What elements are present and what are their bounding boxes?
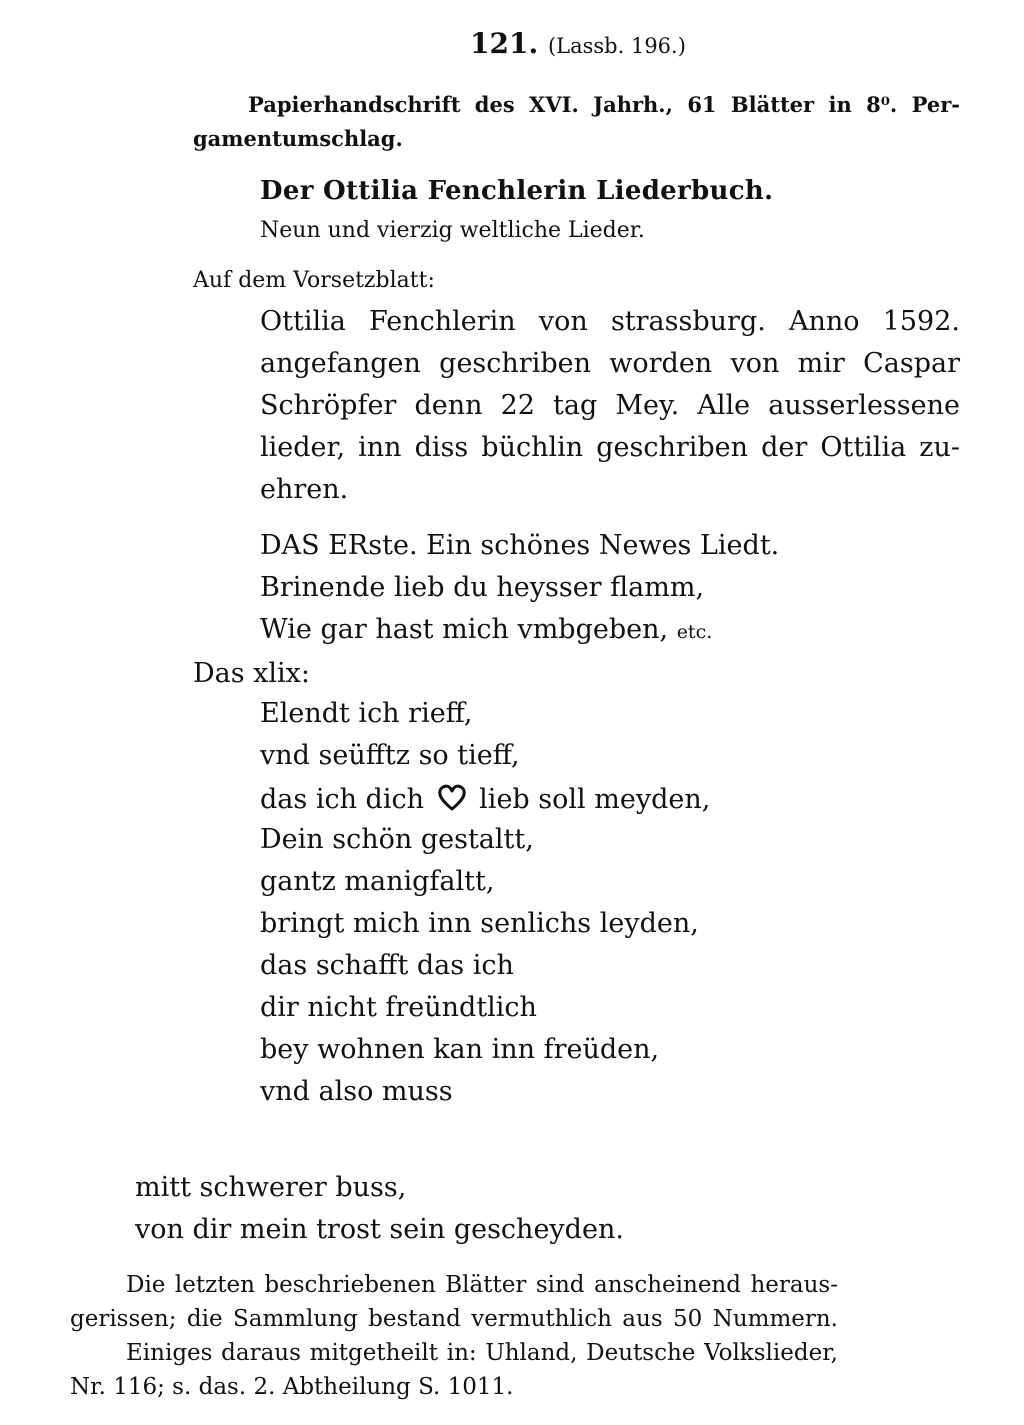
vorsetz-line-2: angefangen geschriben worden von mir Caspar xyxy=(260,348,960,379)
first-song-line-2-text: Wie gar hast mich vmbgeben, xyxy=(260,614,669,645)
footnote-line-4: Nr. 116; s. das. 2. Abtheilung S. 1011. xyxy=(70,1374,514,1400)
first-song-heading: DAS ERste. Ein schönes Newes Liedt. xyxy=(260,530,780,561)
heart-icon xyxy=(437,784,467,812)
footnote-line-3: Einiges daraus mitgetheilt in: Uhland, Deutsche Volkslieder, xyxy=(126,1340,838,1366)
last-song-label xyxy=(193,660,310,687)
last-song-line-1: Elendt ich rieff, xyxy=(260,698,473,729)
first-song-line-2 xyxy=(260,616,712,643)
description-line-1: Papierhandschrift des XVI. Jahrh., 61 Blätter in 8⁰. Per- xyxy=(248,92,960,117)
last-song-line-12: von dir mein trost sein gescheyden. xyxy=(135,1214,624,1245)
last-song-line-9: bey wohnen kan inn freüden, xyxy=(260,1034,660,1065)
last-song-line-6: bringt mich inn senlichs leyden, xyxy=(260,908,699,939)
last-song-line-7: das schafft das ich xyxy=(260,950,514,981)
last-song-line-2: vnd seüfftz so tieff, xyxy=(260,740,520,771)
book-subtitle: Neun und vierzig weltliche Lieder. xyxy=(260,218,645,243)
description-line-2: gamentumschlag. xyxy=(193,126,403,151)
book-title: Der Ottilia Fenchlerin Liederbuch. xyxy=(260,176,774,206)
footnote-line-2: gerissen; die Sammlung bestand vermuthlich aus 50 Nummern. xyxy=(70,1306,838,1332)
etc-abbreviation: etc. xyxy=(676,621,713,643)
vorsetz-label: Auf dem Vorsetzblatt: xyxy=(193,268,435,293)
vorsetz-line-3: Schröpfer denn 22 tag Mey. Alle ausserlessene xyxy=(260,390,960,421)
last-song-line-8: dir nicht freündtlich xyxy=(260,992,537,1023)
shelfmark: (Lassb. 196.) xyxy=(547,34,686,58)
last-song-line-10: vnd also muss xyxy=(260,1076,453,1107)
vorsetz-line-4: lieder, inn diss büchlin geschriben der Ottilia zu- xyxy=(260,432,960,463)
entry-header xyxy=(470,27,686,60)
first-song-line-1: Brinende lieb du heysser flamm, xyxy=(260,572,705,603)
vorsetz-line-5: ehren. xyxy=(260,474,349,505)
footnote-line-1: Die letzten beschriebenen Blätter sind anscheinend heraus- xyxy=(126,1272,838,1298)
last-song-label-text: Das xlix: xyxy=(193,658,311,689)
last-song-line-11: mitt schwerer buss, xyxy=(135,1172,407,1203)
last-song-line-3-before: das ich dich xyxy=(260,784,424,815)
last-song-line-4: Dein schön gestaltt, xyxy=(260,824,534,855)
last-song-line-3-after: lieb soll meyden, xyxy=(479,784,711,815)
last-song-line-5: gantz manigfaltt, xyxy=(260,866,495,897)
entry-number: 121. xyxy=(470,27,539,60)
vorsetz-line-1: Ottilia Fenchlerin von strassburg. Anno 1592. xyxy=(260,306,960,337)
last-song-line-3 xyxy=(260,784,710,813)
